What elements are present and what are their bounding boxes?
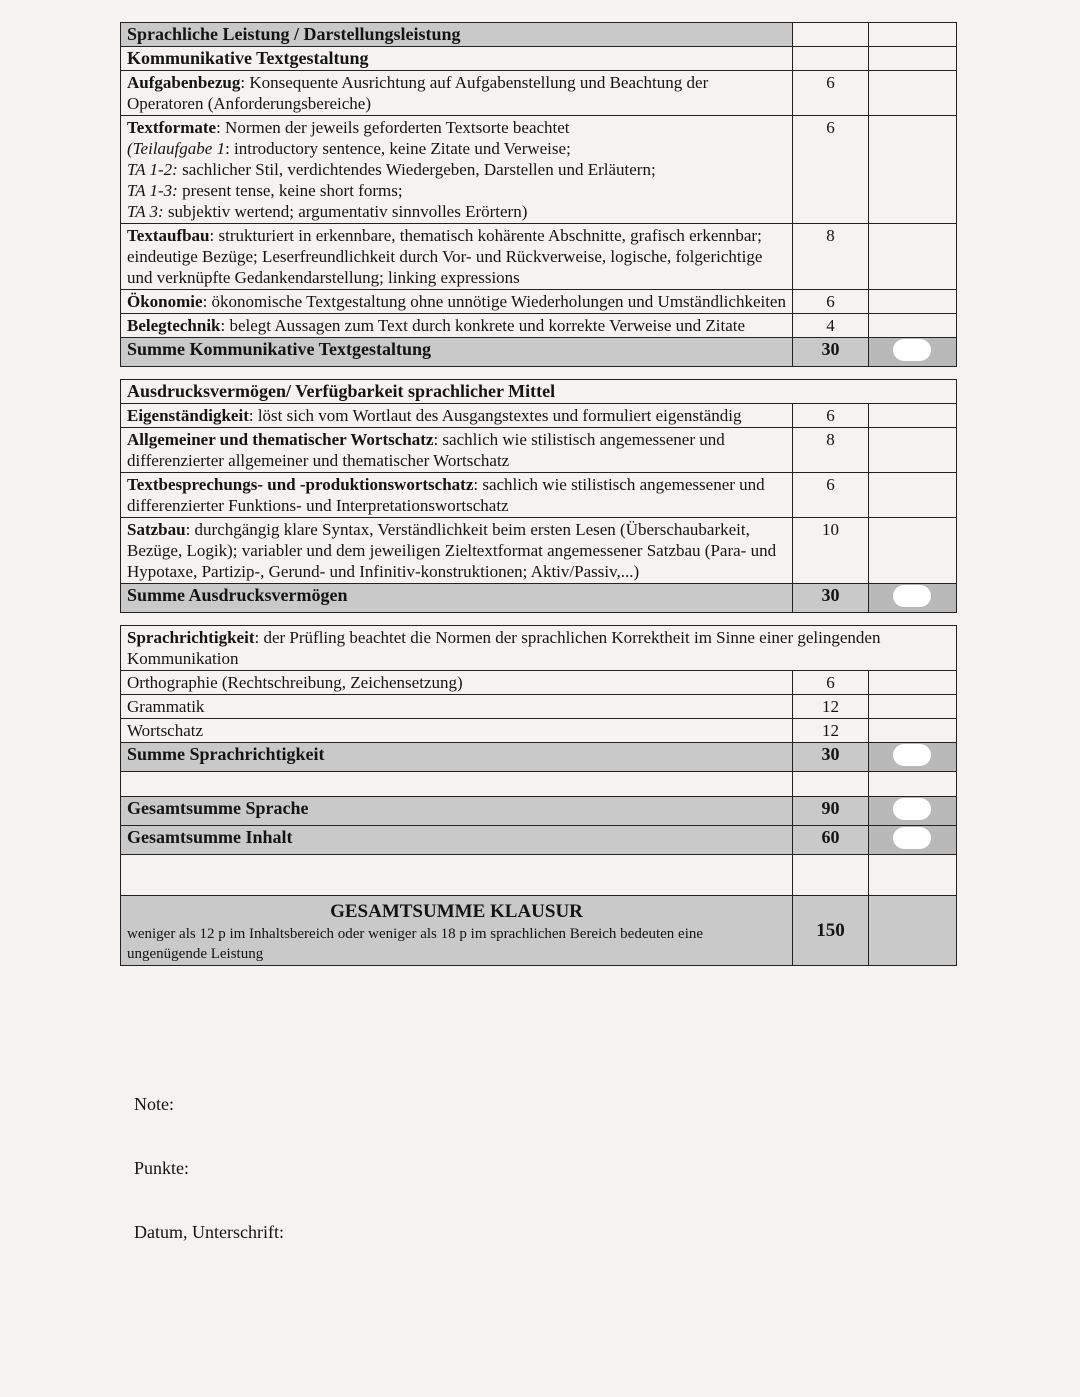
achieved-points-field[interactable] bbox=[869, 314, 957, 338]
criterion-label: Orthographie (Rechtschreibung, Zeichensetzung) bbox=[121, 671, 793, 695]
achieved-points-field[interactable] bbox=[869, 224, 957, 290]
max-points: 6 bbox=[793, 71, 869, 116]
table-row bbox=[121, 314, 957, 338]
subtask-label: TA 3: bbox=[127, 202, 164, 221]
criterion-text: : Konsequente Ausrichtung auf Aufgabenstellung und Beachtung der Operatoren (Anforderungsbereiche) bbox=[127, 73, 709, 113]
max-points: 10 bbox=[793, 518, 869, 584]
criterion-title: Sprachrichtigkeit bbox=[127, 628, 255, 647]
max-points: 12 bbox=[793, 719, 869, 743]
table-row bbox=[121, 224, 957, 290]
achieved-sum-field[interactable] bbox=[869, 338, 957, 367]
criterion-cell bbox=[121, 404, 793, 428]
final-total-cell bbox=[121, 896, 793, 966]
achieved-sum-field[interactable] bbox=[869, 584, 957, 613]
table-row bbox=[121, 896, 957, 966]
table-row bbox=[121, 626, 957, 671]
date-signature-label: Datum, Unterschrift: bbox=[134, 1222, 284, 1242]
criterion-title: Ökonomie bbox=[127, 292, 203, 311]
criterion-text: : sachlich wie stilistisch angemessener und differenzierter Funktions- und Interpretationswortschatz bbox=[127, 475, 765, 515]
table-row bbox=[121, 473, 957, 518]
max-points: 6 bbox=[793, 473, 869, 518]
criterion-title: Allgemeiner und thematischer Wortschatz bbox=[127, 430, 434, 449]
table-row bbox=[121, 584, 957, 613]
achieved-sum-field[interactable] bbox=[869, 743, 957, 772]
achieved-final-total-field[interactable] bbox=[869, 896, 957, 966]
final-total-points: 150 bbox=[793, 896, 869, 966]
subsection-header: Kommunikative Textgestaltung bbox=[121, 47, 793, 71]
subtask-text: present tense, keine short forms; bbox=[177, 181, 403, 200]
table-expressiveness bbox=[120, 379, 957, 613]
criterion-text: : ökonomische Textgestaltung ohne unnötige Wiederholungen und Umständlichkeiten bbox=[202, 292, 786, 311]
table-row bbox=[121, 47, 957, 71]
redaction-mark bbox=[893, 744, 931, 766]
table-row bbox=[121, 380, 957, 404]
criterion-cell bbox=[121, 224, 793, 290]
table-row bbox=[121, 826, 957, 855]
criterion-cell bbox=[121, 473, 793, 518]
table-row bbox=[121, 719, 957, 743]
criterion-cell bbox=[121, 626, 957, 671]
criterion-label: Wortschatz bbox=[121, 719, 793, 743]
section-header: Sprachliche Leistung / Darstellungsleistung bbox=[121, 23, 793, 47]
sum-points: 30 bbox=[793, 584, 869, 613]
redaction-mark bbox=[893, 585, 931, 607]
achieved-points-field[interactable] bbox=[869, 71, 957, 116]
sum-points: 30 bbox=[793, 338, 869, 367]
max-points: 12 bbox=[793, 695, 869, 719]
subtask-text: subjektiv wertend; argumentativ sinnvolles Erörtern) bbox=[163, 202, 528, 221]
sum-label: Summe Sprachrichtigkeit bbox=[121, 743, 793, 772]
criterion-text: : belegt Aussagen zum Text durch konkrete und korrekte Verweise und Zitate bbox=[220, 316, 746, 335]
table-row bbox=[121, 338, 957, 367]
criterion-text: : löst sich vom Wortlaut des Ausgangstextes und formuliert eigenständig bbox=[248, 406, 742, 425]
table-row bbox=[121, 797, 957, 826]
redaction-mark bbox=[893, 827, 931, 849]
achieved-points-field[interactable] bbox=[869, 719, 957, 743]
achieved-points-field[interactable] bbox=[869, 671, 957, 695]
subtask-text: sachlicher Stil, verdichtendes Wiedergeben, Darstellen und Erläutern; bbox=[177, 160, 656, 179]
table-row bbox=[121, 743, 957, 772]
criterion-title: Textaufbau bbox=[127, 226, 210, 245]
max-points: 8 bbox=[793, 428, 869, 473]
table-row bbox=[121, 404, 957, 428]
criterion-label: Grammatik bbox=[121, 695, 793, 719]
criterion-title: Eigenständigkeit bbox=[127, 406, 249, 425]
achieved-total-content-field[interactable] bbox=[869, 826, 957, 855]
table-row bbox=[121, 290, 957, 314]
final-total-title: GESAMTSUMME KLAUSUR bbox=[330, 901, 583, 922]
table-row bbox=[121, 695, 957, 719]
achieved-points-field[interactable] bbox=[869, 473, 957, 518]
achieved-points-field[interactable] bbox=[869, 428, 957, 473]
table-row bbox=[121, 71, 957, 116]
criterion-text: : durchgängig klare Syntax, Verständlichkeit beim ersten Lesen (Überschaubarkeit, Bezüge, Logik); variabler und dem jeweiligen Zieltextformat angemessener Satzbau (Para- und Hypotaxe, Partizip-, Gerund- und Infinitiv-konstruktionen; Aktiv/Passiv,...) bbox=[127, 520, 777, 581]
total-language-label: Gesamtsumme Sprache bbox=[121, 797, 793, 826]
achieved-total-language-field[interactable] bbox=[869, 797, 957, 826]
achieved-points-field[interactable] bbox=[869, 518, 957, 584]
achieved-points-field[interactable] bbox=[869, 116, 957, 224]
max-points: 8 bbox=[793, 224, 869, 290]
criterion-cell bbox=[121, 71, 793, 116]
redaction-mark bbox=[893, 339, 931, 361]
criterion-title: Aufgabenbezug bbox=[127, 73, 241, 92]
subtask-text: : introductory sentence, keine Zitate und Verweise; bbox=[225, 139, 571, 158]
max-points: 6 bbox=[793, 116, 869, 224]
criterion-cell bbox=[121, 116, 793, 224]
grading-sheet bbox=[120, 22, 956, 966]
criterion-text: : Normen der jeweils geforderten Textsorte beachtet bbox=[216, 118, 570, 137]
sum-label: Summe Kommunikative Textgestaltung bbox=[121, 338, 793, 367]
table-language-accuracy bbox=[120, 625, 957, 966]
table-communicative-text-design bbox=[120, 22, 957, 367]
max-points: 6 bbox=[793, 404, 869, 428]
total-language-points: 90 bbox=[793, 797, 869, 826]
table-row bbox=[121, 671, 957, 695]
criterion-cell bbox=[121, 428, 793, 473]
redaction-mark bbox=[893, 798, 931, 820]
achieved-points-field[interactable] bbox=[869, 290, 957, 314]
table-row bbox=[121, 518, 957, 584]
sum-points: 30 bbox=[793, 743, 869, 772]
table-row bbox=[121, 116, 957, 224]
total-content-label: Gesamtsumme Inhalt bbox=[121, 826, 793, 855]
grade-label: Note: bbox=[134, 1094, 174, 1114]
max-points: 6 bbox=[793, 290, 869, 314]
table-row bbox=[121, 855, 957, 896]
criterion-text: : der Prüfling beachtet die Normen der sprachlichen Korrektheit im Sinne einer gelingenden Kommunikation bbox=[127, 628, 881, 668]
criterion-cell bbox=[121, 518, 793, 584]
section-header: Ausdrucksvermögen/ Verfügbarkeit sprachlicher Mittel bbox=[121, 380, 957, 404]
total-content-points: 60 bbox=[793, 826, 869, 855]
criterion-cell bbox=[121, 314, 793, 338]
criterion-title: Textformate bbox=[127, 118, 217, 137]
subtask-label: TA 1-2: bbox=[127, 160, 178, 179]
max-points: 4 bbox=[793, 314, 869, 338]
table-row bbox=[121, 23, 957, 47]
final-total-note: weniger als 12 p im Inhaltsbereich oder weniger als 18 p im sprachlichen Bereich bedeuten eine ungenügende Leistung bbox=[127, 926, 704, 962]
subtask-label: TA 1-3: bbox=[127, 181, 178, 200]
achieved-points-field[interactable] bbox=[869, 404, 957, 428]
sum-label: Summe Ausdrucksvermögen bbox=[121, 584, 793, 613]
achieved-points-field[interactable] bbox=[869, 695, 957, 719]
criterion-title: Textbesprechungs- und -produktionswortschatz bbox=[127, 475, 474, 494]
subtask-label: (Teilaufgabe 1 bbox=[127, 139, 226, 158]
table-row bbox=[121, 772, 957, 797]
table-row bbox=[121, 428, 957, 473]
criterion-text: : strukturiert in erkennbare, thematisch kohärente Abschnitte, grafisch erkennbar; eindeutige Bezüge; Leserfreundlichkeit durch Vor- und Rückverweise, logische, folgerichtige und verknüpfte Gedankendarstellung; linking expressions bbox=[127, 226, 763, 287]
max-points: 6 bbox=[793, 671, 869, 695]
criterion-title: Satzbau bbox=[127, 520, 186, 539]
points-label: Punkte: bbox=[134, 1158, 190, 1178]
criterion-cell bbox=[121, 290, 793, 314]
criterion-text: : sachlich wie stilistisch angemessener und differenzierter allgemeiner und thematischer Wortschatz bbox=[127, 430, 725, 470]
criterion-title: Belegtechnik bbox=[127, 316, 221, 335]
